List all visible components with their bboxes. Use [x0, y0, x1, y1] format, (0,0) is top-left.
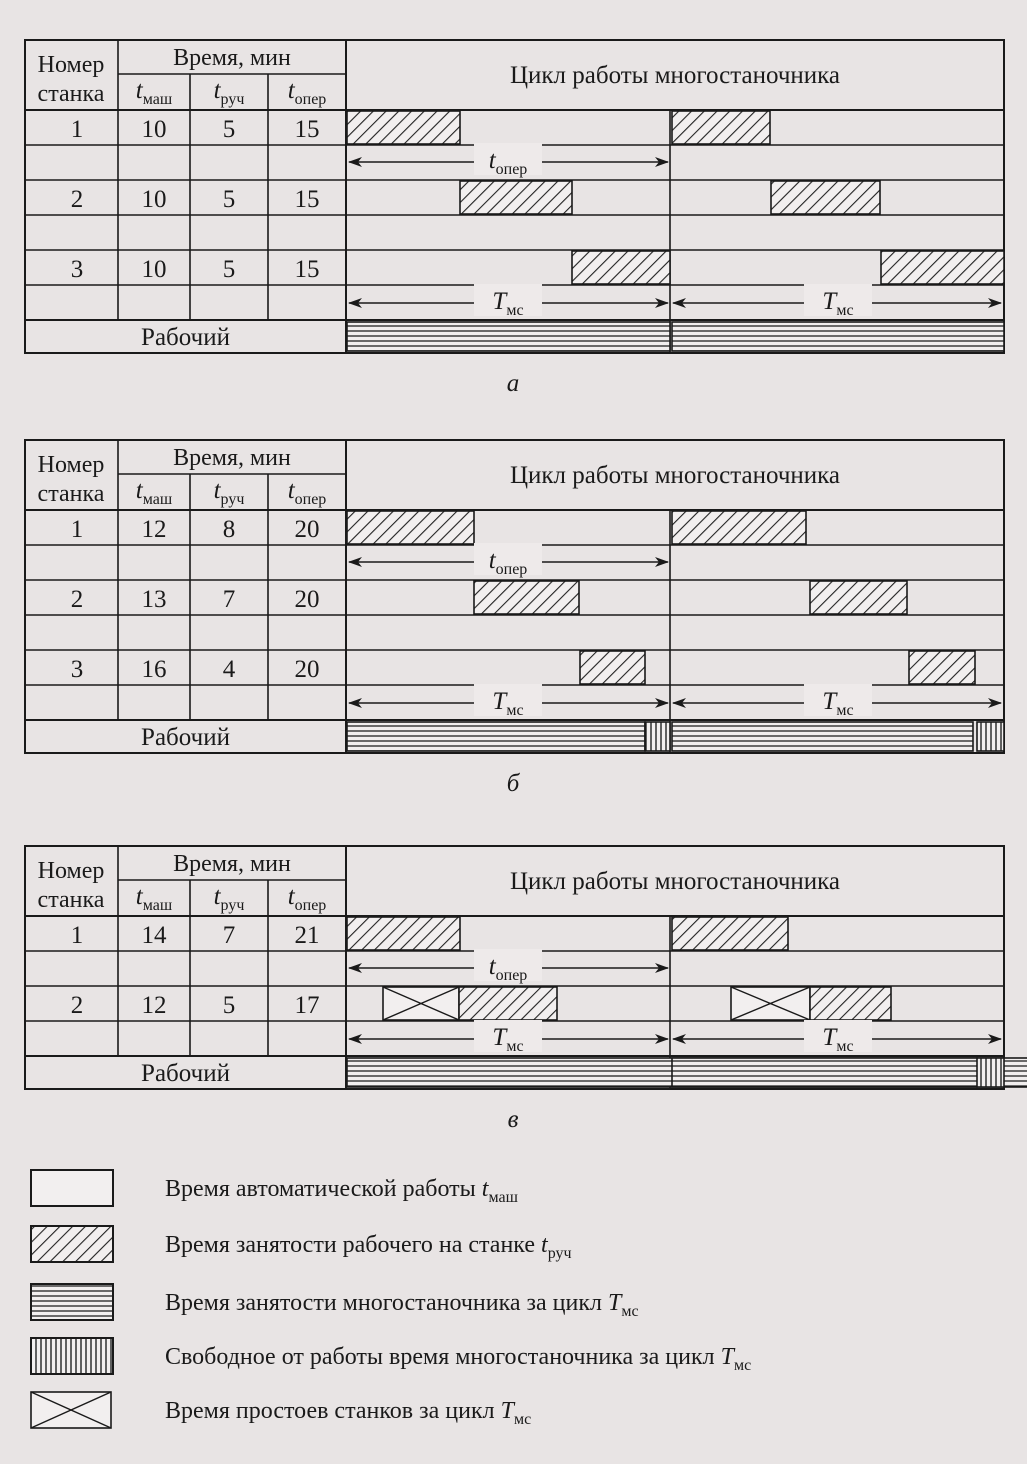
cell-t-ruch: 7 — [222, 922, 236, 949]
header-cycle: Цикл работы многостаночника — [509, 868, 841, 895]
header-t-mash-symbol: t — [135, 77, 143, 104]
panels-layer — [25, 40, 1027, 1133]
header-t-oper-subscript: опер — [294, 897, 327, 914]
legend-symbol: t — [481, 1176, 489, 1202]
header-time: Время, мин — [173, 851, 291, 877]
header-t-ruch-subscript: руч — [220, 897, 245, 914]
legend-item-3 — [31, 1284, 639, 1320]
manual-work-bar — [881, 251, 1004, 284]
header-t-mash-subscript: маш — [142, 491, 173, 508]
T-mc-label-1-subscript: мс — [506, 302, 524, 319]
legend-item-5 — [31, 1392, 531, 1428]
legend-text — [165, 1232, 572, 1262]
header-t-ruch-symbol: t — [213, 883, 221, 910]
manual-work-bar — [580, 651, 645, 684]
legend-description: Время занятости рабочего на станке — [165, 1232, 542, 1258]
header-t-mash-subscript: маш — [142, 91, 173, 108]
cell-t-oper: 21 — [294, 922, 320, 949]
header-time: Время, мин — [173, 45, 291, 71]
cell-t-mash: 10 — [141, 186, 167, 213]
T-mc-label-2-symbol: T — [822, 288, 837, 315]
header-machine-line2: станка — [37, 481, 105, 507]
legend-description: Время занятости многостаночника за цикл — [165, 1290, 609, 1316]
manual-work-bar — [347, 511, 474, 544]
worker-label: Рабочий — [141, 724, 230, 751]
cell-t-oper: 20 — [294, 586, 320, 613]
legend-subscript: мс — [621, 1303, 639, 1320]
panel-caption: в — [507, 1106, 519, 1133]
T-mc-label-2-subscript: мс — [836, 1038, 854, 1055]
cell-t-mash: 14 — [141, 922, 167, 949]
worker-label: Рабочий — [141, 1060, 230, 1087]
legend-swatch — [31, 1338, 113, 1374]
legend-subscript: мс — [733, 1357, 752, 1374]
t-oper-label-symbol: t — [488, 147, 496, 174]
T-mc-label-2-subscript: мс — [836, 702, 854, 719]
legend-symbol: t — [541, 1232, 548, 1258]
cell-t-mash: 10 — [141, 116, 167, 143]
manual-work-bar — [460, 181, 572, 214]
T-mc-label-2-subscript: мс — [836, 302, 854, 319]
legend-item-4 — [31, 1338, 751, 1374]
legend-swatch — [31, 1170, 113, 1206]
cell-t-oper: 20 — [294, 516, 320, 543]
panel-2 — [25, 440, 1004, 797]
cell-t-ruch: 5 — [222, 186, 236, 213]
cell-t-ruch: 5 — [222, 256, 236, 283]
legend-swatch-cross — [31, 1392, 111, 1428]
header-t-mash — [136, 883, 173, 914]
idle-crossbox — [383, 987, 459, 1020]
cell-t-ruch: 7 — [222, 586, 236, 613]
panel-3 — [25, 846, 1027, 1133]
legend-subscript: мс — [513, 1411, 532, 1428]
header-t-ruch — [214, 77, 245, 108]
T-mc-label-2-symbol: T — [822, 688, 837, 715]
cell-machine: 2 — [70, 186, 84, 213]
cell-machine: 1 — [70, 922, 84, 949]
worker-busy-bar — [347, 722, 645, 751]
legend-subscript: руч — [547, 1245, 572, 1262]
header-t-mash-subscript: маш — [142, 897, 173, 914]
manual-work-bar — [810, 581, 907, 614]
worker-label: Рабочий — [141, 324, 230, 351]
manual-work-bar — [672, 511, 806, 544]
legend-description: Время простоев станков за цикл — [165, 1398, 501, 1424]
header-machine-line1: Номер — [37, 52, 105, 78]
header-t-ruch-symbol: t — [213, 77, 221, 104]
cell-machine: 2 — [70, 992, 84, 1019]
cell-machine: 1 — [70, 516, 84, 543]
worker-busy-bar — [347, 322, 670, 351]
legend-text — [165, 1344, 751, 1374]
header-cycle: Цикл работы многостаночника — [509, 62, 841, 89]
cell-t-ruch: 5 — [222, 992, 236, 1019]
legend-text — [165, 1398, 531, 1428]
cell-t-mash: 12 — [141, 992, 167, 1019]
cell-machine: 3 — [70, 656, 84, 683]
header-machine-line1: Номер — [37, 452, 105, 478]
legend-text — [165, 1176, 519, 1206]
legend-item-2 — [31, 1226, 572, 1262]
t-oper-label-subscript: опер — [495, 161, 528, 178]
worker-busy-bar — [672, 322, 1004, 351]
header-t-mash-symbol: t — [135, 883, 143, 910]
manual-work-bar — [347, 111, 460, 144]
cell-t-mash: 12 — [141, 516, 167, 543]
manual-work-bar — [347, 917, 460, 950]
cell-machine: 3 — [70, 256, 84, 283]
cell-t-mash: 10 — [141, 256, 167, 283]
worker-busy-bar — [672, 722, 973, 751]
legend-swatch — [31, 1226, 113, 1262]
legend-description: Свободное от работы время многостаночника за цикл — [165, 1344, 721, 1370]
panel-caption: а — [506, 370, 520, 397]
idle-crossbox — [731, 987, 810, 1020]
cell-t-mash: 13 — [141, 586, 167, 613]
worker-free-bar — [977, 1058, 1004, 1087]
legend-symbol: T — [500, 1398, 514, 1424]
manual-work-bar — [474, 581, 579, 614]
legend-subscript: маш — [488, 1189, 518, 1206]
header-t-ruch-symbol: t — [213, 477, 221, 504]
header-machine-line2: станка — [37, 887, 105, 913]
manual-work-bar — [672, 111, 770, 144]
header-t-mash — [136, 477, 173, 508]
cell-machine: 1 — [70, 116, 84, 143]
cell-t-oper: 15 — [294, 186, 320, 213]
manual-work-bar — [909, 651, 975, 684]
T-mc-label-1-subscript: мс — [506, 1038, 524, 1055]
t-oper-label-subscript: опер — [495, 561, 528, 578]
header-machine-line2: станка — [37, 81, 105, 107]
header-t-oper-symbol: t — [287, 883, 295, 910]
header-t-ruch — [214, 883, 245, 914]
T-mc-label-1-symbol: T — [492, 688, 507, 715]
header-cycle: Цикл работы многостаночника — [509, 462, 841, 489]
panel-caption: б — [506, 770, 520, 797]
t-oper-label-subscript: опер — [495, 967, 528, 984]
cell-t-oper: 20 — [294, 656, 320, 683]
panel-1 — [25, 40, 1004, 397]
cell-t-oper: 15 — [294, 256, 320, 283]
worker-free-bar — [645, 722, 670, 751]
header-t-oper — [288, 883, 327, 914]
header-machine-line1: Номер — [37, 858, 105, 884]
worker-busy-bar — [672, 1058, 1027, 1087]
legend-symbol: T — [720, 1344, 734, 1370]
T-mc-label-1-symbol: T — [492, 288, 507, 315]
manual-work-bar — [810, 987, 891, 1020]
manual-work-bar — [771, 181, 880, 214]
header-t-oper-subscript: опер — [294, 491, 327, 508]
header-t-mash — [136, 77, 173, 108]
header-t-oper — [288, 77, 327, 108]
header-t-mash-symbol: t — [135, 477, 143, 504]
legend-swatch — [31, 1284, 113, 1320]
header-time: Время, мин — [173, 445, 291, 471]
header-t-oper-symbol: t — [287, 77, 295, 104]
legend-description: Время автоматической работы — [165, 1176, 482, 1202]
header-t-oper-symbol: t — [287, 477, 295, 504]
cell-t-ruch: 4 — [222, 656, 236, 683]
legend-symbol: T — [608, 1290, 622, 1316]
cell-t-ruch: 8 — [222, 516, 236, 543]
header-t-oper — [288, 477, 327, 508]
T-mc-label-1-symbol: T — [492, 1024, 507, 1051]
cell-t-ruch: 5 — [222, 116, 236, 143]
T-mc-label-1-subscript: мс — [506, 702, 524, 719]
legend-text — [165, 1290, 639, 1320]
header-t-ruch-subscript: руч — [220, 91, 245, 108]
manual-work-bar — [459, 987, 557, 1020]
header-t-ruch-subscript: руч — [220, 491, 245, 508]
header-t-ruch — [214, 477, 245, 508]
manual-work-bar — [672, 917, 788, 950]
T-mc-label-2-symbol: T — [822, 1024, 837, 1051]
legend-item-1 — [31, 1170, 519, 1206]
cell-machine: 2 — [70, 586, 84, 613]
t-oper-label-symbol: t — [488, 547, 496, 574]
cell-t-mash: 16 — [141, 656, 167, 683]
t-oper-label-symbol: t — [488, 953, 496, 980]
cell-t-oper: 17 — [294, 992, 320, 1019]
manual-work-bar — [572, 251, 670, 284]
legend-layer — [31, 1170, 751, 1428]
header-t-oper-subscript: опер — [294, 91, 327, 108]
cell-t-oper: 15 — [294, 116, 320, 143]
worker-free-bar — [977, 722, 1004, 751]
